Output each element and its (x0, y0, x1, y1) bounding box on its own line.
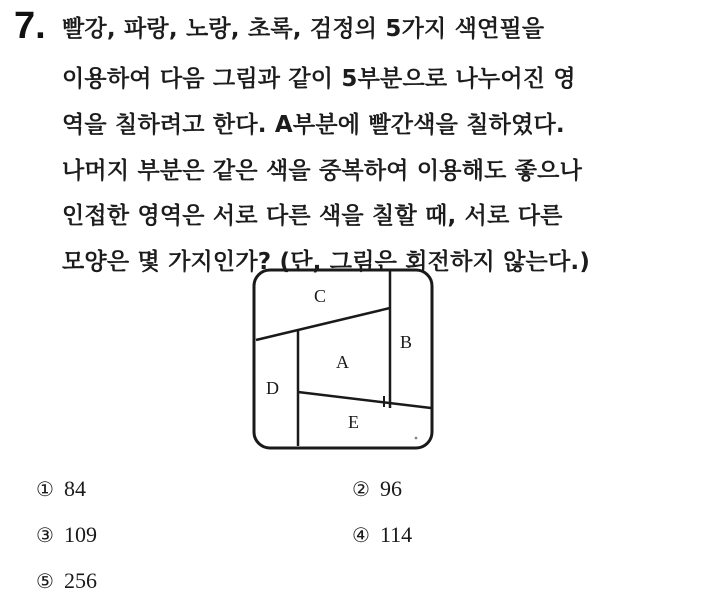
choice-mark: ⑤ (36, 569, 54, 593)
choice-value: 96 (379, 476, 402, 501)
question-number: 7. (14, 5, 46, 47)
region-label-c: C (314, 286, 327, 306)
region-label-e: E (348, 412, 359, 432)
choice-value: 256 (63, 568, 97, 593)
choice-mark: ② (352, 477, 370, 501)
region-label-a: A (336, 352, 349, 372)
question-text-line-2: 이용하여 다음 그림과 같이 5부분으로 나누어진 영 (62, 66, 576, 92)
answer-choice-5[interactable] (36, 567, 97, 595)
choice-mark: ③ (36, 523, 54, 547)
choice-value: 114 (379, 522, 413, 547)
divider-e-top (298, 392, 431, 408)
corner-dot (415, 437, 418, 440)
question-text-line-1: 빨강, 파랑, 노랑, 초록, 검정의 5가지 색연필을 (62, 16, 545, 42)
answer-choice-3[interactable] (36, 521, 97, 549)
question-text-line-5: 인접한 영역은 서로 다른 색을 칠할 때, 서로 다른 (62, 203, 563, 229)
choice-value: 84 (63, 476, 86, 501)
region-label-d: D (266, 378, 279, 398)
answer-choice-2[interactable] (352, 475, 402, 503)
choice-value: 109 (63, 522, 97, 547)
question-text-line-6: 모양은 몇 가지인가? (단, 그림은 회전하지 않는다.) (62, 249, 591, 275)
region-diagram (250, 266, 436, 452)
question-text-line-4: 나머지 부분은 같은 색을 중복하여 이용해도 좋으나 (62, 158, 583, 184)
choice-mark: ④ (352, 523, 370, 547)
choice-mark: ① (36, 477, 54, 501)
region-figure (250, 266, 436, 452)
answer-choice-4[interactable] (352, 521, 412, 549)
divider-c-bottom (256, 308, 390, 340)
region-label-b: B (400, 332, 413, 352)
answer-choice-1[interactable] (36, 475, 86, 503)
question-text-line-3: 역을 칠하려고 한다. A부분에 빨간색을 칠하였다. (62, 112, 565, 138)
